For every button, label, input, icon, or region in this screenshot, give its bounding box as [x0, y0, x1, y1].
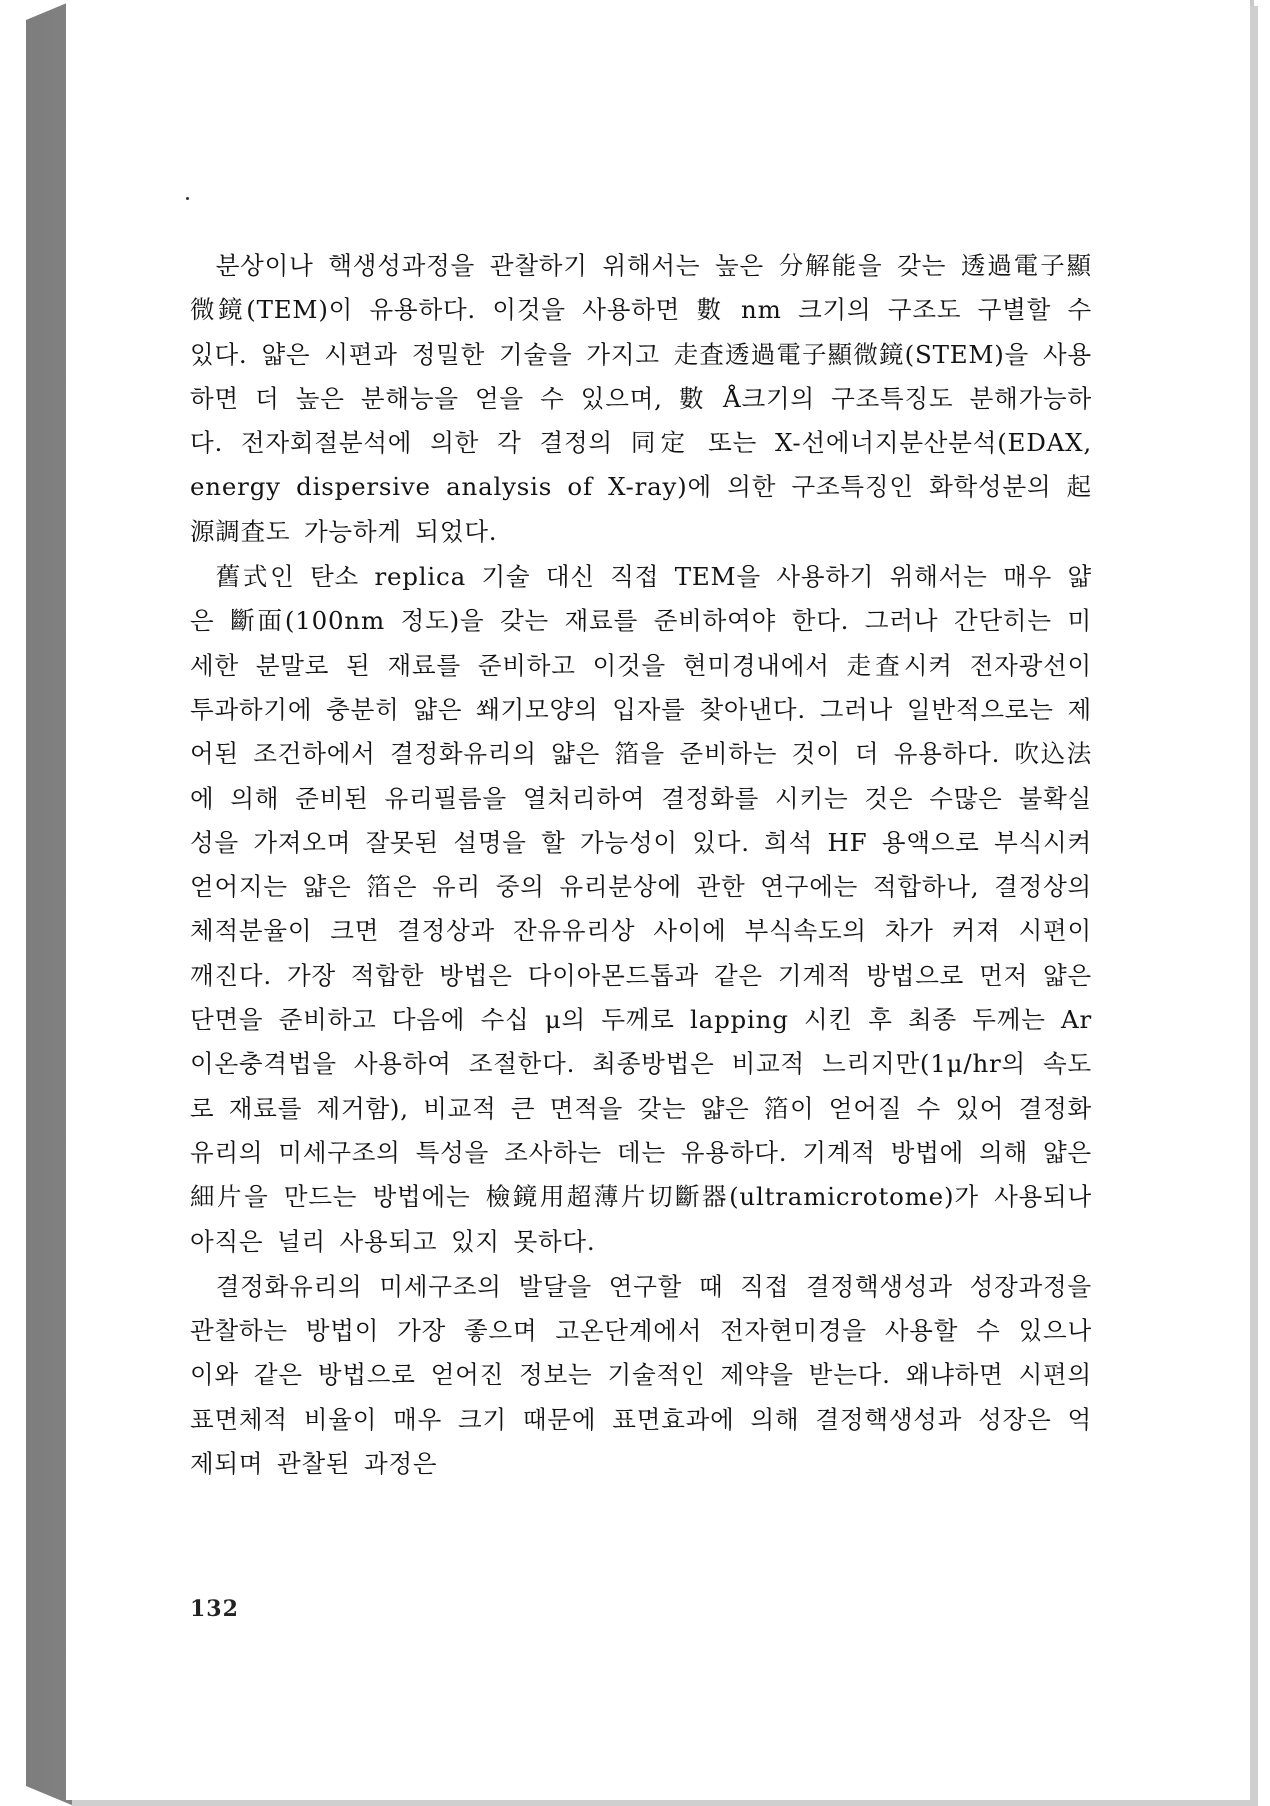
paragraph-microstructure-development: 결정화유리의 미세구조의 발달을 연구할 때 직접 결정핵생성과 성장과정을 관찰하는 방법이 가장 좋으며 고온단계에서 전자현미경을 사용할 수 있으나 이와 같은 방법으로 얻어진 정보는 기술적인 제약을 받는다. 왜냐하면 시편의 표면체적 비율이 매우 크기 때문에 표면효과에 의해 결정핵생성과 성장은 억제되며 관찰된 과정은 [190, 1271, 1092, 1479]
page-number: 132 [190, 1596, 239, 1622]
print-speck [186, 197, 189, 200]
paragraph-microscopy: 분상이나 핵생성과정을 관찰하기 위해서는 높은 分解能을 갖는 透過電子顯微鏡(TEM)이 유용하다. 이것을 사용하면 數 nm 크기의 구조도 구별할 수 있다. 얇은 시편과 정밀한 기술을 가지고 走査透過電子顯微鏡(STEM)을 사용하면 더 높은 분해능을 얻을 수 있으며, 數 Å크기의 구조특징도 분해가능하다. 전자회절분석에 의한 각 결정의 同定 또는 X-선에너지분산분석(EDAX, energy dispersive analysis of X-ray)에 의한 구조특징인 화학성분의 起源調査도 가능하게 되었다. [190, 251, 1092, 546]
paragraph-sample-preparation: 舊式인 탄소 replica 기술 대신 직접 TEM을 사용하기 위해서는 매우 얇은 斷面(100nm 정도)을 갖는 재료를 준비하여야 한다. 그러나 간단히는 미세한 분말로 된 재료를 준비하고 이것을 현미경내에서 走査시켜 전자광선이 투과하기에 충분히 얇은 쐐기모양의 입자를 찾아낸다. 그러나 일반적으로는 제어된 조건하에서 결정화유리의 얇은 箔을 준비하는 것이 더 유용하다. 吹込法에 의해 준비된 유리필름을 열처리하여 결정화를 시키는 것은 수많은 불확실성을 가져오며 잘못된 설명을 할 가능성이 있다. 희석 HF 용액으로 부식시켜 얻어지는 얇은 箔은 유리 중의 유리분상에 관한 연구에는 적합하나, 결정상의 체적분율이 크면 결정상과 잔유유리상 사이에 부식속도의 차가 커져 시편이 깨진다. 가장 적합한 방법은 다이아몬드톱과 같은 기계적 방법으로 먼저 얇은 단면을 준비하고 다음에 수십 μ의 두께로 lapping 시킨 후 최종 두께는 Ar 이온충격법을 사용하여 조절한다. 최종방법은 비교적 느리지만(1μ/hr의 속도로 재료를 제거함), 비교적 큰 면적을 갖는 얇은 箔이 얻어질 수 있어 결정화유리의 미세구조의 특성을 조사하는 데는 유용하다. 기계적 방법에 의해 얇은 細片을 만드는 방법에는 檢鏡用超薄片切斷器(ultramicrotome)가 사용되나 아직은 널리 사용되고 있지 못하다. [190, 562, 1092, 1256]
page-body [190, 244, 1092, 1487]
